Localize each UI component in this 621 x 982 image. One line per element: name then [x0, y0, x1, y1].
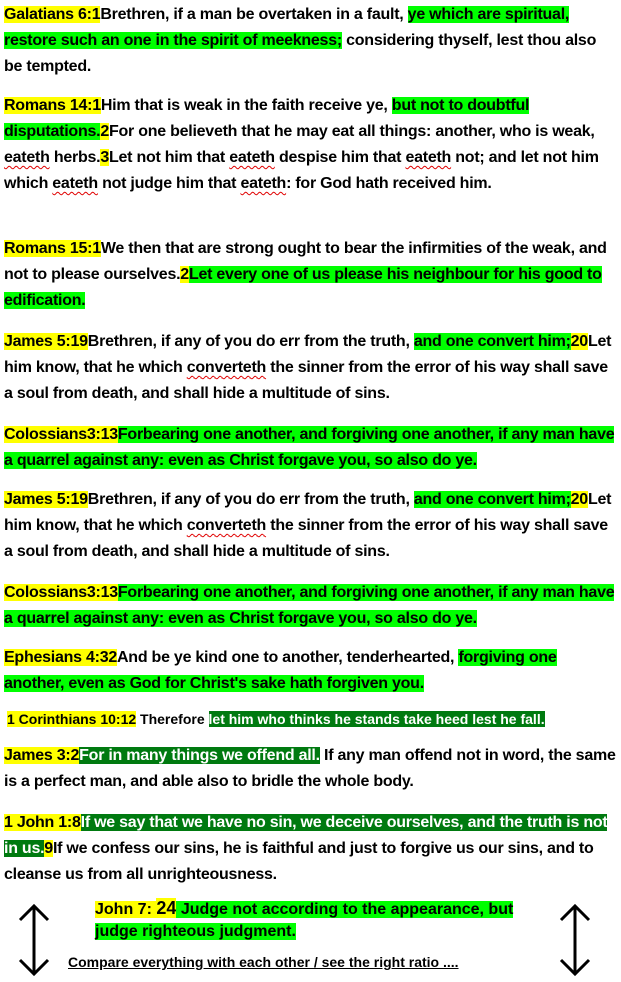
verse-text: We then that are strong ought to bear the infirmities of the weak, and not to please ourselves.: [4, 240, 607, 283]
verse-text: Brethren, if a man be overtaken in a fault,: [100, 6, 408, 23]
verse-text: not; and let not him which: [4, 149, 599, 192]
verse-text: not judge him that: [97, 175, 241, 192]
verse-reference: Colossians3:13: [4, 426, 118, 443]
verse-text: eateth: [405, 149, 452, 166]
verse-text: Let not him that: [109, 149, 230, 166]
verse-highlight: and one convert him;: [413, 333, 571, 350]
verse-highlight: Judge not according to the appearance, but judge righteous judgment.: [95, 901, 514, 940]
verse-block: [4, 645, 616, 697]
verse-reference: James 5:19: [4, 333, 88, 350]
verse-highlight: and one convert him;: [413, 491, 571, 508]
verse-text: Brethren, if any of you do err from the truth,: [87, 491, 414, 508]
verse-reference: Romans 15:1: [4, 240, 101, 257]
verse-block: [4, 329, 616, 407]
verse-text: herbs.: [49, 149, 101, 166]
verse-text: If any man offend not in word, the same is a perfect man, and able also to bridle the whole body.: [4, 747, 616, 790]
verse-highlight: Let every one of us please his neighbour for his good to edification.: [4, 266, 602, 309]
verse-reference: 3: [100, 149, 109, 166]
verse-text: And be ye kind one to another, tenderhearted,: [117, 649, 459, 666]
verse-block: [4, 422, 616, 474]
verse-highlight: If we say that we have no sin, we deceive ourselves, and the truth is not in us.: [4, 814, 608, 857]
verse-text: converteth: [186, 517, 267, 534]
verse-text: eateth: [4, 149, 50, 166]
verse-text: despise him that: [274, 149, 406, 166]
verse-reference: 1 Corinthians 10:12: [7, 711, 137, 727]
verse-reference: Romans 14:1: [4, 97, 101, 114]
verse-highlight: Forbearing one another, and forgiving one another, if any man have a quarrel against any: even as Christ forgave you, so also do ye.: [4, 584, 615, 627]
verse-reference: 2: [180, 266, 189, 283]
verse-reference: Ephesians 4:32: [4, 649, 117, 666]
verse-reference: Colossians3:13: [4, 584, 118, 601]
verse-number: 24: [156, 898, 177, 918]
verse-text: converteth: [186, 359, 267, 376]
verse-reference: 9: [44, 840, 53, 857]
verse-reference: 2: [100, 123, 109, 140]
verse-reference: 20: [570, 333, 588, 350]
verse-block: [4, 743, 616, 795]
verse-highlight: but not to doubtful disputations.: [4, 97, 530, 140]
compare-caption: Compare everything with each other / see the right ratio ....: [68, 954, 459, 970]
verse-block: [4, 810, 616, 888]
verse-text: considering thyself, lest thou also be tempted.: [4, 32, 597, 75]
john7-verse: [95, 897, 515, 943]
verse-text: the sinner from the error of his way shall save a soul from death, and shall hide a multitude of sins.: [4, 359, 608, 402]
verse-text: : for God hath received him.: [286, 175, 492, 192]
verse-block: [4, 580, 616, 632]
verse-text: Therefore: [136, 711, 209, 727]
verse-highlight: Forbearing one another, and forgiving one another, if any man have a quarrel against any: even as Christ forgave you, so also do ye.: [4, 426, 615, 469]
verse-text: eateth: [229, 149, 275, 166]
verse-highlight: forgiving one another, even as God for Christ's sake hath forgiven you.: [4, 649, 557, 692]
verse-reference: James 5:19: [4, 491, 88, 508]
verse-text: Let him know, that he which: [4, 491, 612, 534]
verse-reference: James 3:2: [4, 747, 80, 764]
verse-text: eateth: [240, 175, 287, 192]
verse-text: If we confess our sins, he is faithful and just to forgive us our sins, and to cleanse us from all unrighteousness.: [4, 840, 594, 883]
verse-text: Brethren, if any of you do err from the truth,: [87, 333, 414, 350]
verse-text: Let him know, that he which: [4, 333, 612, 376]
double-arrow-icon: [557, 903, 593, 977]
verse-reference: 20: [570, 491, 588, 508]
verse-text: For one believeth that he may eat all things: another, who is weak,: [108, 123, 595, 140]
verse-block: [4, 2, 616, 80]
verse-text: eateth: [52, 175, 98, 192]
verse-highlight: ye which are spiritual, restore such an one in the spirit of meekness;: [4, 6, 570, 49]
corinthians-verse: [7, 708, 545, 730]
verse-reference: 1 John 1:8: [4, 814, 81, 831]
verse-text: the sinner from the error of his way shall save a soul from death, and shall hide a multitude of sins.: [4, 517, 608, 560]
verse-highlight: For in many things we offend all.: [79, 747, 320, 764]
verse-block: [4, 487, 616, 565]
verse-text: Him that is weak in the faith receive ye,: [100, 97, 392, 114]
verse-block: [4, 93, 616, 197]
verse-reference: Galatians 6:1: [4, 6, 101, 23]
verse-block: [4, 236, 616, 314]
double-arrow-icon: [16, 903, 52, 977]
verse-reference: John 7:: [95, 901, 157, 918]
verse-highlight: let him who thinks he stands take heed lest he fall.: [208, 711, 545, 727]
